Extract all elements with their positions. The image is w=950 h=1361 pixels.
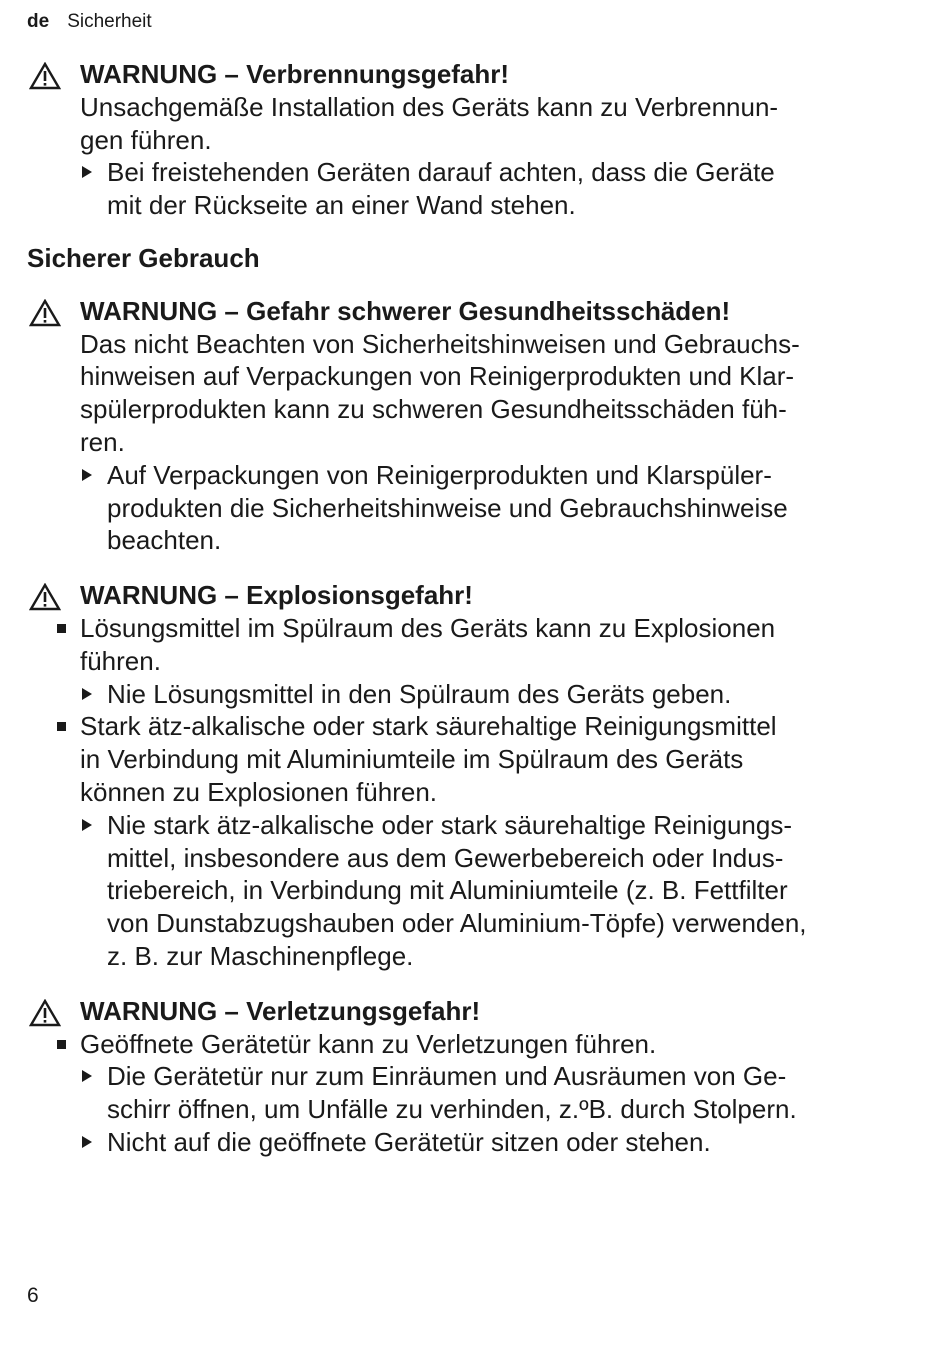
- warning-triangle-icon: [29, 999, 61, 1027]
- body-line: Das nicht Beachten von Sicherheitshinweisen und Gebrauchs-: [80, 328, 800, 359]
- instruction-step: Nicht auf die geöffnete Gerätetür sitzen oder stehen.: [80, 1126, 907, 1159]
- warning-triangle-icon: [29, 299, 61, 327]
- warning-body: [27, 328, 907, 558]
- square-bullet-icon: [57, 624, 66, 633]
- instruction-step: Die Gerätetür nur zum Einräumen und Ausräumen von Ge- schirr öffnen, um Unfälle zu verhinden, z.ºB. durch Stolpern.: [80, 1060, 907, 1126]
- body-line: spülerprodukten kann zu schweren Gesundheitsschäden füh-: [80, 394, 787, 425]
- triangle-right-icon: [82, 1070, 92, 1082]
- triangle-right-icon: [82, 1136, 92, 1148]
- body-line: Unsachgemäße Installation des Geräts kann zu Verbrennun-: [80, 91, 779, 122]
- triangle-right-icon: [82, 688, 92, 700]
- warning-title: WARNUNG – Gefahr schwerer Gesundheitsschäden!: [27, 295, 907, 328]
- list-item: Geöffnete Gerätetür kann zu Verletzungen führen.: [27, 1028, 907, 1061]
- warning-body: [27, 91, 907, 222]
- warning-title: WARNUNG – Verbrennungsgefahr!: [27, 58, 907, 91]
- page-number: 6: [27, 1284, 39, 1307]
- triangle-right-icon: [82, 819, 92, 831]
- warning-triangle-icon: [29, 62, 61, 90]
- triangle-right-icon: [82, 166, 92, 178]
- section-heading: Sicherer Gebrauch: [27, 242, 260, 273]
- triangle-right-icon: [82, 469, 92, 481]
- warning-injury: [27, 995, 907, 1159]
- list-item: Stark ätz-alkalische oder stark säurehaltige Reinigungsmittel in Verbindung mit Aluminiumteile im Spülraum des Geräts können zu Explosionen führen.: [27, 710, 907, 808]
- warning-triangle-icon: [29, 583, 61, 611]
- body-line: hinweisen auf Verpackungen von Reinigerprodukten und Klar-: [80, 361, 795, 392]
- instruction-step: Auf Verpackungen von Reinigerprodukten und Klarspüler- produkten die Sicherheitshinweise und Gebrauchshinweise beachten.: [80, 459, 907, 557]
- document-content: [27, 58, 907, 1159]
- warning-health: [27, 295, 907, 557]
- square-bullet-icon: [57, 1040, 66, 1049]
- list-item-steps: [27, 1060, 907, 1158]
- warning-burn: [27, 58, 907, 222]
- instruction-step: Nie stark ätz-alkalische oder stark säurehaltige Reinigungs- mittel, insbesondere aus dem Gewerbebereich oder Indus- triebereich, in Verbindung mit Aluminiumteile (z. B. Fettfilter von Dunstabzugshauben oder Aluminium-Töpfe) verwenden, z. B. zur Maschinenpflege.: [80, 809, 907, 973]
- body-line: ren.: [80, 426, 125, 457]
- instruction-step: Bei freistehenden Geräten darauf achten, dass die Geräte mit der Rückseite an einer Wand stehen.: [80, 156, 907, 222]
- square-bullet-icon: [57, 722, 66, 731]
- list-item: Lösungsmittel im Spülraum des Geräts kann zu Explosionen führen.: [27, 612, 907, 678]
- body-line: gen führen.: [80, 124, 212, 155]
- section-title: Sicherheit: [67, 11, 152, 32]
- list-item-steps: [27, 678, 907, 711]
- page-header: [27, 10, 152, 34]
- warning-explosion: [27, 579, 907, 973]
- list-item-steps: [27, 809, 907, 973]
- language-code: de: [27, 11, 50, 32]
- warning-title: WARNUNG – Verletzungsgefahr!: [27, 995, 907, 1028]
- warning-title: WARNUNG – Explosionsgefahr!: [27, 579, 907, 612]
- instruction-step: Nie Lösungsmittel in den Spülraum des Geräts geben.: [80, 678, 907, 711]
